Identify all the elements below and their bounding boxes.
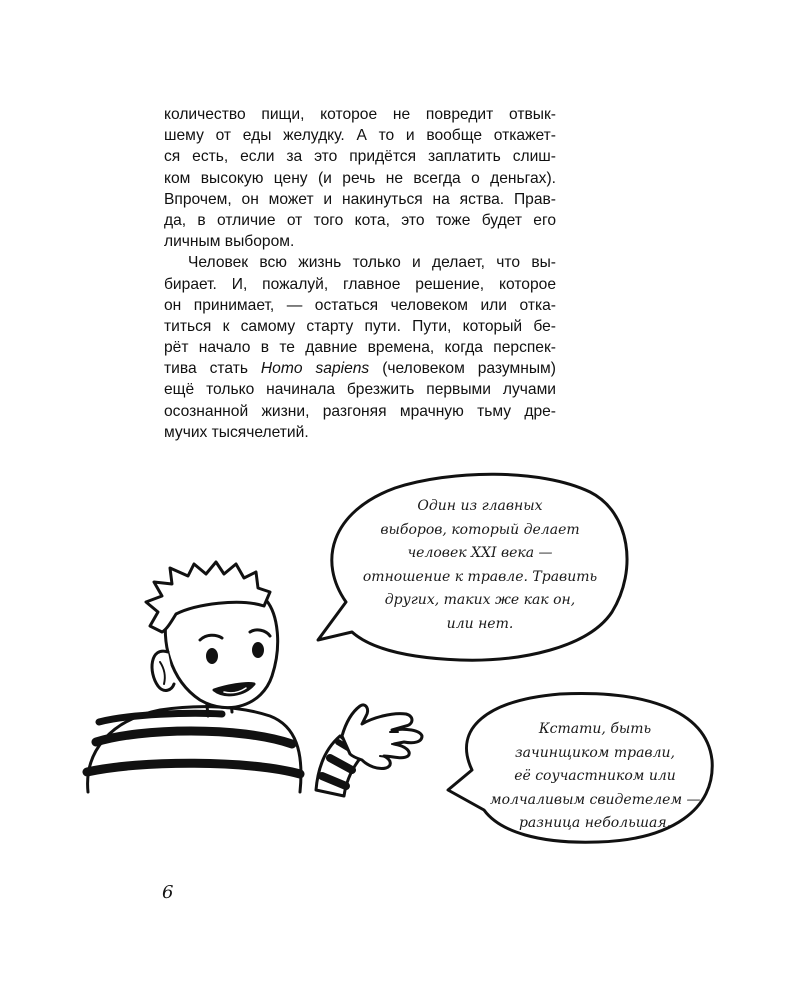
text-line: Человек всю жизнь только и делает, что вы- (188, 254, 556, 272)
bubble-line: Кстати, быть (538, 721, 652, 737)
text-segment: (человеком разумным) (369, 360, 556, 378)
text-line: бирает. И, пожалуй, главное решение, которое (164, 275, 556, 293)
text-line: рёт начало в те давние времена, когда перспек- (164, 339, 556, 357)
bubble-line: других, таких же как он, (384, 592, 576, 608)
text-line: ся есть, если за это придётся заплатить слиш- (164, 148, 556, 166)
bubble-line: или нет. (446, 615, 514, 632)
left-eye (206, 648, 218, 664)
text-line: титься к самому старту пути. Пути, который бе- (164, 317, 556, 335)
text-line: количество пищи, которое не повредит отвык- (164, 106, 556, 123)
text-line: мучих тысячелетий. (164, 423, 309, 441)
striped-shirt (87, 707, 301, 792)
text-line: он принимает, — остаться человеком или отка- (164, 296, 556, 314)
right-eye (252, 642, 264, 658)
bubble-line: человек XXI века — (407, 545, 553, 561)
text-line: Впрочем, он может и накинуться на яства. Прав- (164, 190, 556, 208)
text-segment: тива стать (164, 360, 261, 378)
latin-term: Homo sapiens (260, 360, 370, 378)
text-line: да, в отличие от того кота, это тоже будет его (164, 211, 556, 229)
bubble-line: молчаливым свидетелем — (490, 791, 701, 808)
bubble-line: зачинщиком травли, (515, 744, 675, 761)
bubble-line: отношение к травле. Травить (362, 568, 598, 585)
bubble-line: выборов, который делает (380, 521, 580, 538)
bubble-line: её соучастником или (514, 768, 676, 784)
text-line: ещё только начинала брезжить первыми лучами (164, 381, 556, 399)
bubble-line: Один из главных (417, 498, 543, 514)
speech-bubble-1-text (362, 495, 598, 636)
page-number: 6 (162, 882, 174, 903)
text-line: шему от еды желудку. А то и вообще откажет- (164, 127, 556, 145)
speech-bubble-2-text (490, 718, 700, 836)
text-line: ком высокую цену (и речь не всегда о деньгах). (164, 169, 556, 187)
bubble-line: разница небольшая. (518, 815, 672, 831)
text-line: осознанной жизни, разгоняя мрачную тьму дре- (164, 402, 556, 420)
text-line: личным выбором. (164, 233, 295, 251)
